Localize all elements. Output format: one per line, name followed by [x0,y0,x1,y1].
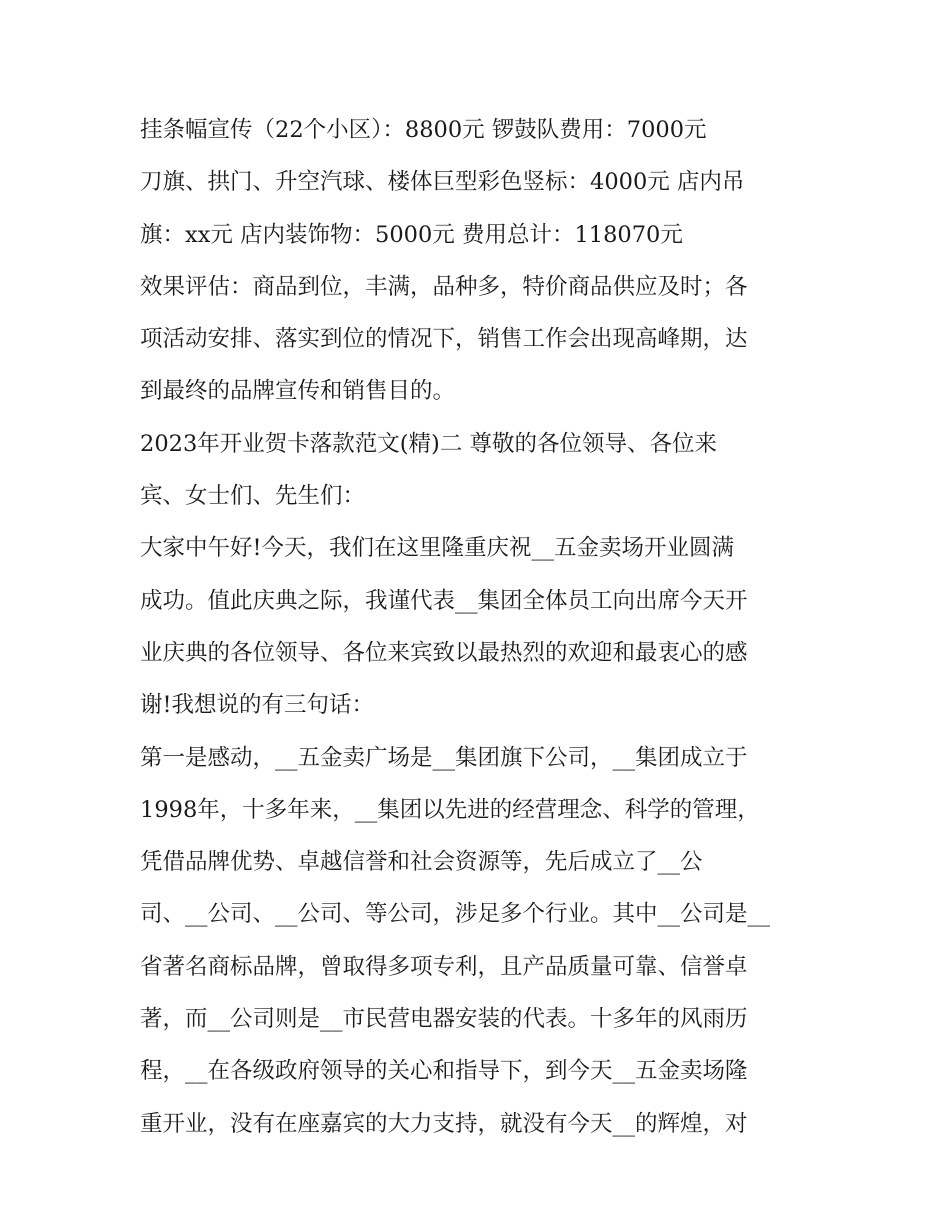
text-line: 挂条幅宣传（22个小区）：8800元 锣鼓队费用：7000元 [140,117,707,143]
text-line: 成功。值此庆典之际，我谨代表__集团全体员工向出席今天开 [140,587,748,614]
text-line: 刀旗、拱门、升空汽球、楼体巨型彩色竖标：4000元 店内吊 [140,169,745,196]
text-line: 1998年，十多年来，__集团以先进的经营理念、科学的管理， [140,796,760,823]
text-line: 重开业，没有在座嘉宾的大力支持，就没有今天__的辉煌，对 [140,1110,748,1137]
text-line: 谢!我想说的有三句话： [140,692,375,719]
text-line: 宾、女士们、先生们： [140,483,366,510]
text-line: 效果评估：商品到位，丰满，品种多，特价商品供应及时；各 [140,273,748,300]
text-line: 程，__在各级政府领导的关心和指导下，到今天__五金卖场隆 [140,1058,748,1085]
text-line: 大家中午好!今天，我们在这里隆重庆祝__五金卖场开业圆满 [140,535,735,562]
text-line: 第一是感动，__五金卖广场是__集团旗下公司，__集团成立于 [140,744,748,771]
text-line: 著，而__公司则是__市民营电器安装的代表。十多年的风雨历 [140,1006,748,1033]
text-line: 到最终的品牌宣传和销售目的。 [140,378,456,405]
section-heading-line: 2023年开业贺卡落款范文(精)二 尊敬的各位领导、各位来 [140,430,717,457]
text-line: 旗：xx元 店内装饰物：5000元 费用总计：118070元 [140,221,683,248]
text-line: 省著名商标品牌，曾取得多项专利，且产品质量可靠、信誉卓 [140,953,748,980]
text-line: 业庆典的各位领导、各位来宾致以最热烈的欢迎和最衷心的感 [140,639,748,666]
text-line: 凭借品牌优势、卓越信誉和社会资源等，先后成立了__公 [140,849,703,876]
text-line: 项活动安排、落实到位的情况下，销售工作会出现高峰期，达 [140,326,748,353]
document-body [140,104,820,1150]
text-line: 司、__公司、__公司、等公司，涉足多个行业。其中__公司是__ [140,901,771,928]
